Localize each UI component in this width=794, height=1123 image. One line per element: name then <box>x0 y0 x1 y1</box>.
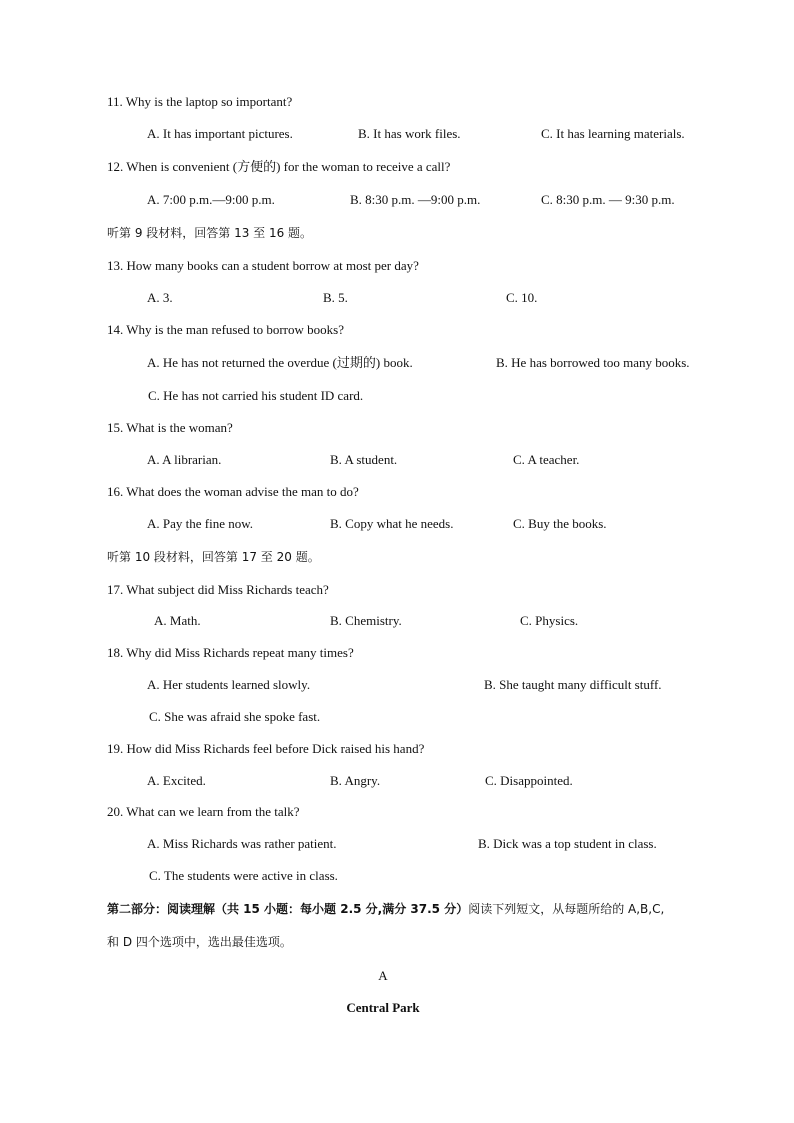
question-13-option-b: B. 5. <box>323 290 348 305</box>
question-11-option-b: B. It has work files. <box>358 126 461 141</box>
question-14-stem: 14. Why is the man refused to borrow books? <box>107 322 344 337</box>
question-19-option-b: B. Angry. <box>330 773 381 788</box>
question-19-stem: 19. How did Miss Richards feel before Dick raised his hand? <box>107 741 425 756</box>
question-20-stem: 20. What can we learn from the talk? <box>107 804 300 819</box>
question-17-option-a: A. Math. <box>154 613 201 628</box>
question-17-stem: 17. What subject did Miss Richards teach? <box>107 582 329 597</box>
question-15-option-c: C. A teacher. <box>513 452 580 467</box>
question-14-option-b: B. He has borrowed too many books. <box>496 355 690 370</box>
question-18-option-b: B. She taught many difficult stuff. <box>484 677 662 692</box>
question-18-stem: 18. Why did Miss Richards repeat many times? <box>107 645 354 660</box>
question-19-option-a: A. Excited. <box>147 773 206 788</box>
question-16-option-b: B. Copy what he needs. <box>330 516 454 531</box>
question-16-option-c: C. Buy the books. <box>513 516 607 531</box>
question-15-option-b: B. A student. <box>330 452 398 467</box>
question-15-option-a: A. A librarian. <box>147 452 222 467</box>
part-2-heading-line-2: 和 D 四个选项中，选出最佳选项。 <box>107 935 292 949</box>
question-13-option-c: C. 10. <box>506 290 538 305</box>
passage-letter: A <box>378 968 388 983</box>
part-2-heading-bold: 第二部分：阅读理解（共 15 小题：每小题 2.5 分,满分 37.5 分） <box>107 902 469 916</box>
question-11-stem: 11. Why is the laptop so important? <box>107 94 293 109</box>
question-11-option-c: C. It has learning materials. <box>541 126 685 141</box>
question-17-option-c: C. Physics. <box>520 613 579 628</box>
question-15-stem: 15. What is the woman? <box>107 420 233 435</box>
question-12-option-c: C. 8:30 p.m. — 9:30 p.m. <box>541 192 675 207</box>
question-11-option-a: A. It has important pictures. <box>147 126 293 141</box>
question-12-option-b: B. 8:30 p.m. —9:00 p.m. <box>350 192 481 207</box>
question-20-option-b: B. Dick was a top student in class. <box>478 836 657 851</box>
question-17-option-b: B. Chemistry. <box>330 613 402 628</box>
part-2-heading <box>107 901 664 917</box>
question-16-option-a: A. Pay the fine now. <box>147 516 254 531</box>
section-10-instruction: 听第 10 段材料，回答第 17 至 20 题。 <box>107 550 320 564</box>
question-18-option-c: C. She was afraid she spoke fast. <box>149 709 321 724</box>
question-20-option-a: A. Miss Richards was rather patient. <box>147 836 337 851</box>
question-20-option-c: C. The students were active in class. <box>149 868 338 883</box>
passage-title: Central Park <box>346 1000 420 1015</box>
question-19-option-c: C. Disappointed. <box>485 773 573 788</box>
question-14-option-a: A. He has not returned the overdue (过期的) book. <box>147 355 413 370</box>
part-2-heading-rest: 阅读下列短文，从每题所给的 A,B,C, <box>468 902 665 916</box>
question-13-stem: 13. How many books can a student borrow at most per day? <box>107 258 419 273</box>
question-12-stem: 12. When is convenient (方便的) for the woman to receive a call? <box>107 159 451 174</box>
question-18-option-a: A. Her students learned slowly. <box>147 677 311 692</box>
question-12-option-a: A. 7:00 p.m.—9:00 p.m. <box>147 192 275 207</box>
section-9-instruction: 听第 9 段材料，回答第 13 至 16 题。 <box>107 226 313 240</box>
question-13-option-a: A. 3. <box>147 290 173 305</box>
question-16-stem: 16. What does the woman advise the man to do? <box>107 484 359 499</box>
question-14-option-c: C. He has not carried his student ID card. <box>148 388 364 403</box>
